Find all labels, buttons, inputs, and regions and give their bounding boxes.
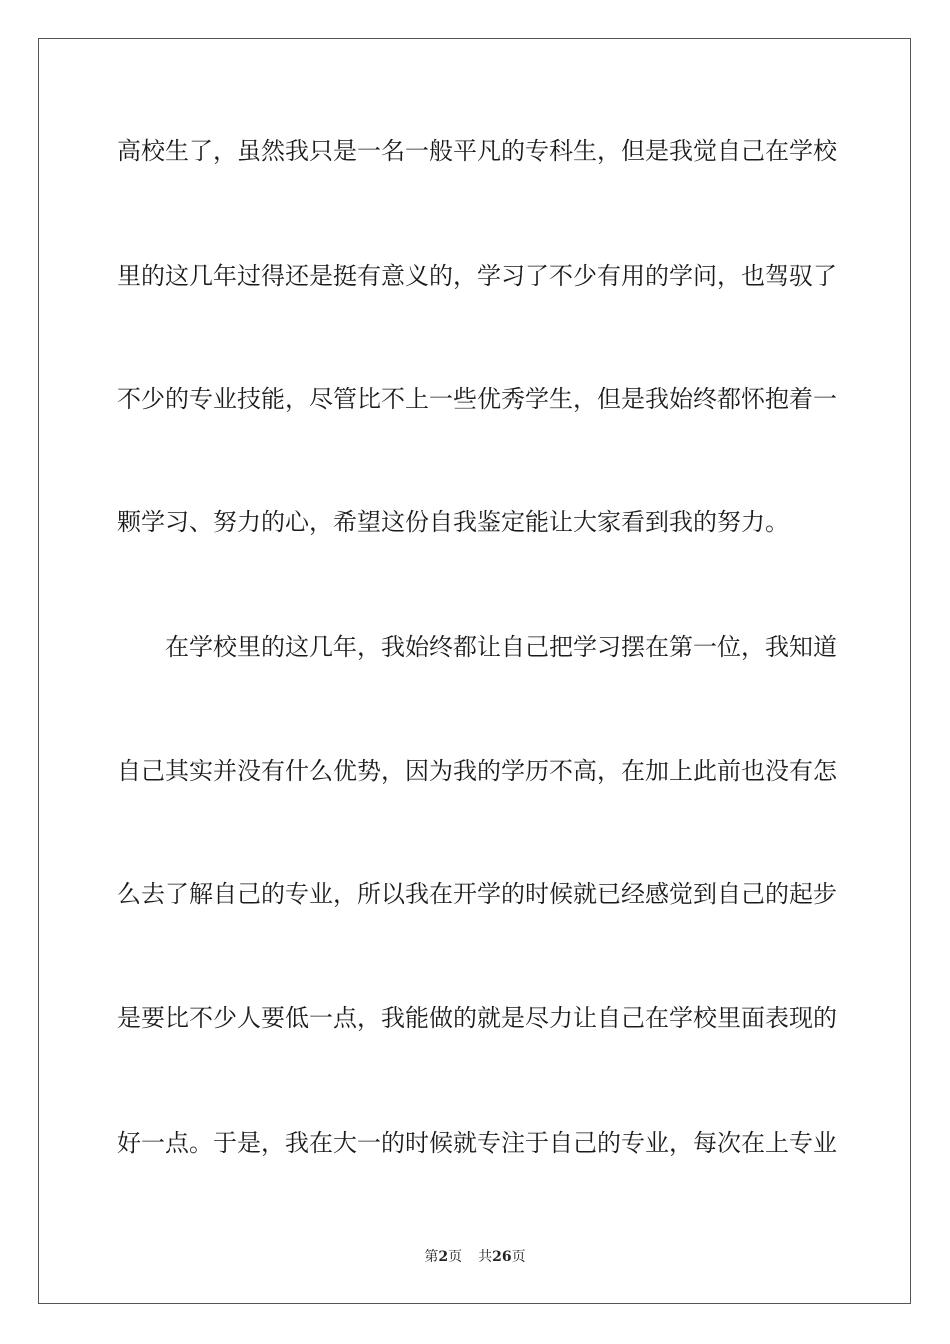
text-line: 好一点。于是，我在大一的时候就专注于自己的专业，每次在上专业 xyxy=(117,1129,837,1157)
total-pages: 26 xyxy=(492,1249,512,1265)
text-line: 不少的专业技能，尽管比不上一些优秀学生，但是我始终都怀抱着一 xyxy=(117,385,837,413)
page-border xyxy=(38,38,911,1304)
text-line: 里的这几年过得还是挺有意义的，学习了不少有用的学问，也驾驭了 xyxy=(117,262,837,290)
page-suffix: 页 xyxy=(448,1249,463,1265)
text-line: 自己其实并没有什么优势，因为我的学历不高，在加上此前也没有怎 xyxy=(117,757,837,785)
total-suffix: 页 xyxy=(511,1249,526,1265)
text-line: 么去了解自己的专业，所以我在开学的时候就已经感觉到自己的起步 xyxy=(117,880,837,908)
page-number: 2 xyxy=(438,1249,449,1265)
total-prefix: 共 xyxy=(478,1249,493,1265)
text-line: 是要比不少人要低一点，我能做的就是尽力让自己在学校里面表现的 xyxy=(117,1004,837,1032)
page-prefix: 第 xyxy=(424,1249,439,1265)
text-line: 颗学习、努力的心，希望这份自我鉴定能让大家看到我的努力。 xyxy=(117,508,789,536)
paragraph-first-line: 在学校里的这几年，我始终都让自己把学习摆在第一位，我知道 xyxy=(165,633,837,661)
page-footer xyxy=(0,1248,950,1266)
text-line: 高校生了，虽然我只是一名一般平凡的专科生，但是我觉自己在学校 xyxy=(117,137,837,165)
